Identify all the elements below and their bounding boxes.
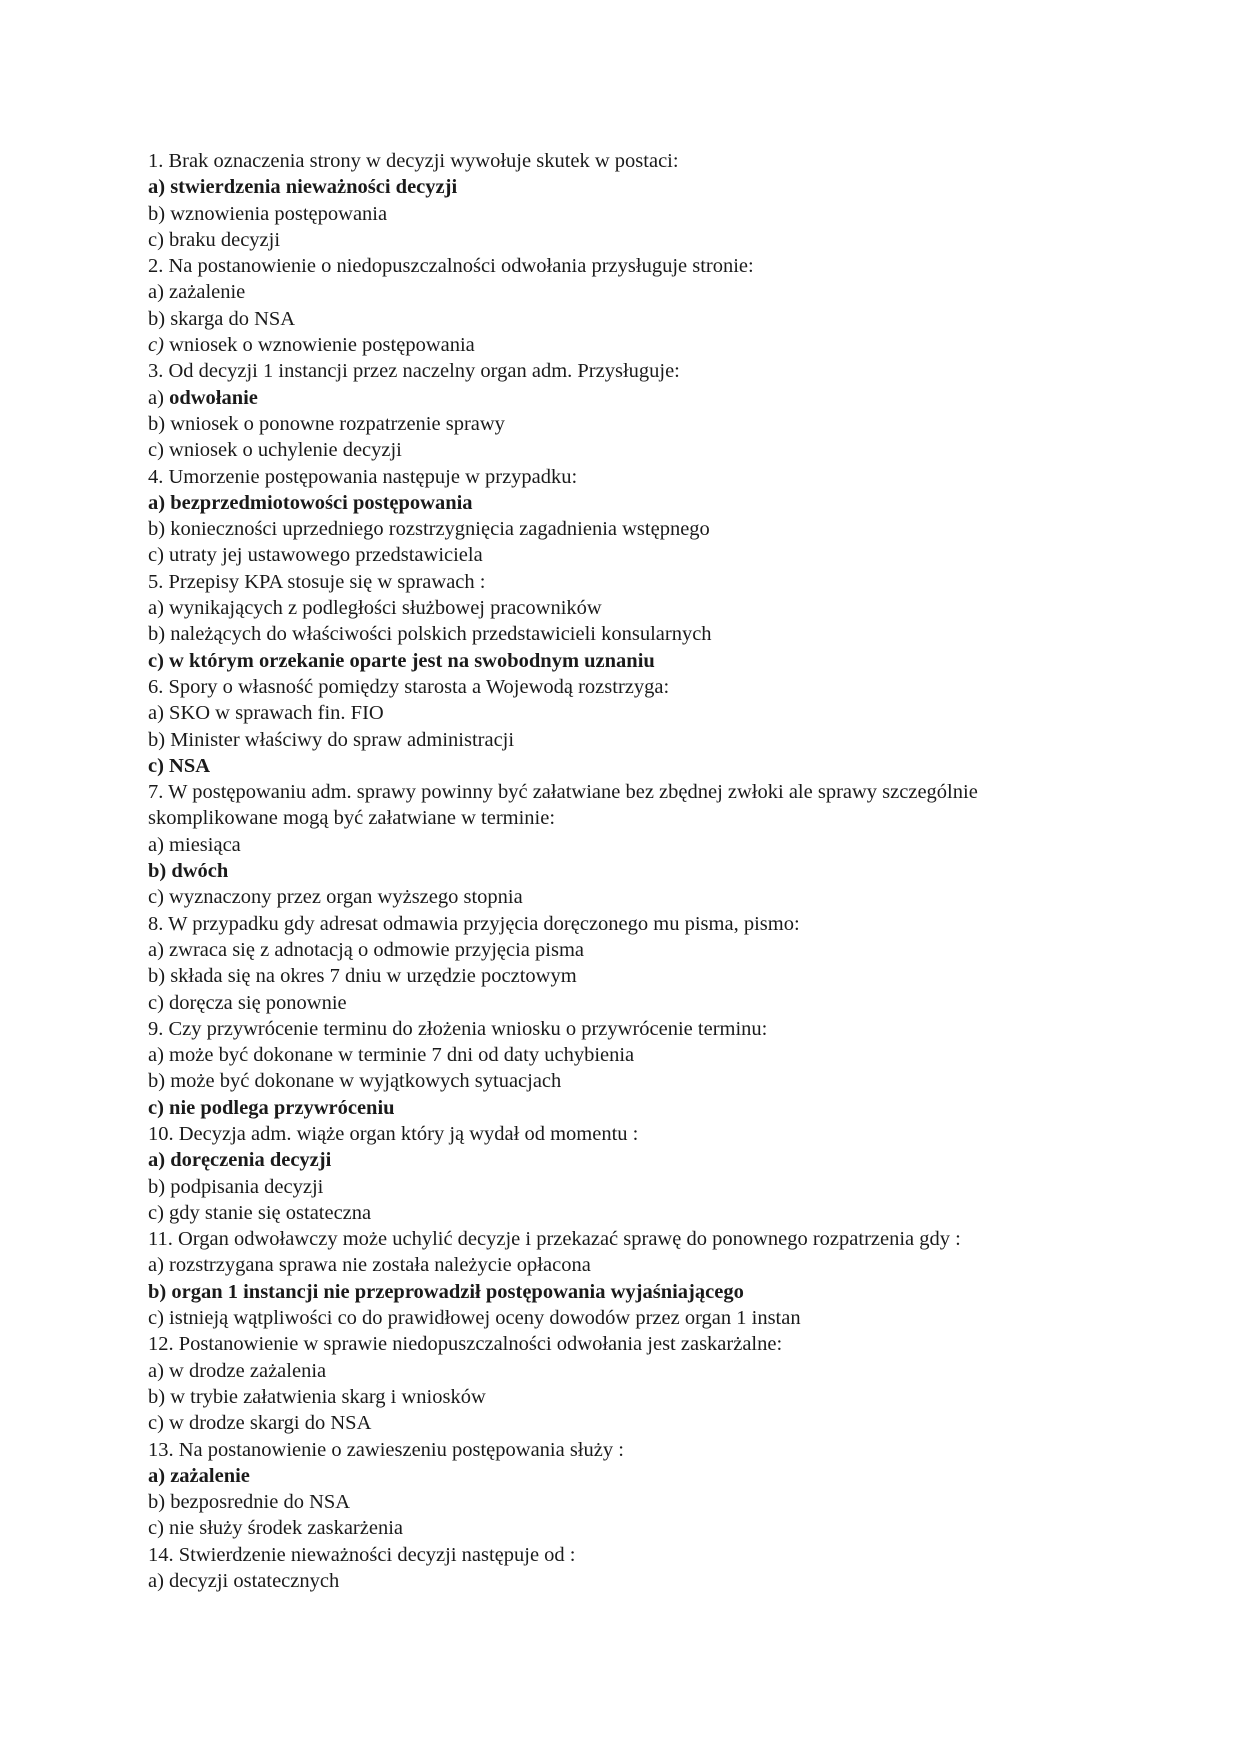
answer-option: b) w trybie załatwienia skarg i wniosków: [148, 1385, 486, 1408]
answer-option: c) wniosek o uchylenie decyzji: [148, 439, 402, 462]
answer-option: a) decyzji ostatecznych: [148, 1570, 340, 1593]
answer-option: b) podpisania decyzji: [148, 1175, 324, 1198]
question-text: 4. Umorzenie postępowania następuje w przypadku:: [148, 465, 578, 488]
answer-option: [148, 385, 1108, 411]
answer-option: b) może być dokonane w wyjątkowych sytuacjach: [148, 1070, 562, 1093]
answer-option: a) w drodze zażalenia: [148, 1359, 327, 1382]
answer-option: a) zwraca się z adnotacją o odmowie przyjęcia pisma: [148, 938, 584, 961]
question-text: 13. Na postanowienie o zawieszeniu postępowania służy :: [148, 1438, 624, 1461]
answer-option: b) składa się na okres 7 dniu w urzędzie pocztowym: [148, 965, 577, 988]
answer-correct: b) organ 1 instancji nie przeprowadził postępowania wyjaśniającego: [148, 1280, 744, 1303]
answer-option: b) konieczności uprzedniego rozstrzygnięcia zagadnienia wstępnego: [148, 518, 710, 541]
answer-option: a) może być dokonane w terminie 7 dni od daty uchybienia: [148, 1044, 635, 1067]
answer-rest: wniosek o wznowienie postępowania: [163, 334, 475, 357]
answer-correct: c) nie podlega przywróceniu: [148, 1096, 395, 1119]
answer-correct: c) w którym orzekanie oparte jest na swobodnym uznaniu: [148, 649, 655, 672]
answer-option: b) skarga do NSA: [148, 307, 296, 330]
question-text: 10. Decyzja adm. wiąże organ który ją wydał od momentu :: [148, 1122, 639, 1145]
question-text: 6. Spory o własność pomiędzy starosta a Wojewodą rozstrzyga:: [148, 675, 670, 698]
answer-option: c) braku decyzji: [148, 228, 281, 251]
answer-option: b) należących do właściwości polskich przedstawicieli konsularnych: [148, 623, 712, 646]
answer-correct: b) dwóch: [148, 860, 229, 883]
answer-correct: odwołanie: [169, 386, 258, 409]
answer-correct: a) bezprzedmiotowości postępowania: [148, 491, 473, 514]
answer-letter: a): [148, 386, 170, 409]
answer-option: a) rozstrzygana sprawa nie została należycie opłacona: [148, 1254, 591, 1277]
answer-option: c) w drodze skargi do NSA: [148, 1412, 372, 1435]
answer-correct: a) doręczenia decyzji: [148, 1149, 332, 1172]
question-text: 3. Od decyzji 1 instancji przez naczelny organ adm. Przysługuje:: [148, 360, 680, 383]
question-text: 7. W postępowaniu adm. sprawy powinny być załatwiane bez zbędnej zwłoki ale sprawy szczególnie skomplikowane mogą być załatwiane w terminie:: [148, 781, 978, 830]
answer-option: c) utraty jej ustawowego przedstawiciela: [148, 544, 483, 567]
answer-option: c) gdy stanie się ostateczna: [148, 1201, 372, 1224]
question-text: 2. Na postanowienie o niedopuszczalności odwołania przysługuje stronie:: [148, 255, 754, 278]
answer-letter: c): [148, 334, 164, 357]
answer-correct: c) NSA: [148, 754, 211, 777]
document-page: [148, 148, 1108, 1594]
answer-option: b) wznowienia postępowania: [148, 202, 388, 225]
answer-correct: a) zażalenie: [148, 1464, 250, 1487]
question-text: 8. W przypadku gdy adresat odmawia przyjęcia doręczonego mu pisma, pismo:: [148, 912, 800, 935]
answer-option: b) Minister właściwy do spraw administracji: [148, 728, 515, 751]
question-text: 14. Stwierdzenie nieważności decyzji następuje od :: [148, 1543, 576, 1566]
question-text: 5. Przepisy KPA stosuje się w sprawach :: [148, 570, 486, 593]
answer-option: a) SKO w sprawach fin. FIO: [148, 702, 384, 725]
answer-correct: a) stwierdzenia nieważności decyzji: [148, 176, 458, 199]
question-text: 9. Czy przywrócenie terminu do złożenia wniosku o przywrócenie terminu:: [148, 1017, 768, 1040]
question-text: 11. Organ odwoławczy może uchylić decyzje i przekazać sprawę do ponownego rozpatrzenia gdy :: [148, 1228, 961, 1251]
answer-option: c) doręcza się ponownie: [148, 991, 347, 1014]
answer-option: [148, 332, 1108, 358]
answer-option: a) miesiąca: [148, 833, 241, 856]
answer-option: b) wniosek o ponowne rozpatrzenie sprawy: [148, 412, 505, 435]
answer-option: c) istnieją wątpliwości co do prawidłowej oceny dowodów przez organ 1 instan: [148, 1307, 801, 1330]
question-text: 12. Postanowienie w sprawie niedopuszczalności odwołania jest zaskarżalne:: [148, 1333, 783, 1356]
answer-option: a) zażalenie: [148, 281, 246, 304]
question-text: 1. Brak oznaczenia strony w decyzji wywołuje skutek w postaci:: [148, 150, 679, 172]
answer-option: b) bezposrednie do NSA: [148, 1491, 351, 1514]
answer-option: c) wyznaczony przez organ wyższego stopnia: [148, 886, 523, 909]
answer-option: c) nie służy środek zaskarżenia: [148, 1517, 403, 1540]
answer-option: a) wynikających z podległości służbowej pracowników: [148, 597, 602, 620]
